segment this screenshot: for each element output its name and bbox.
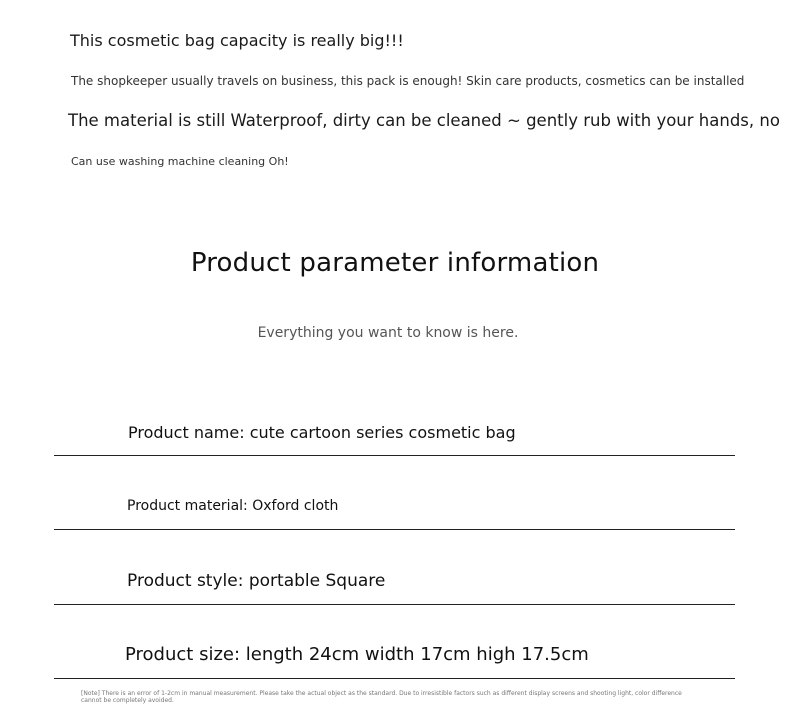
section-title: Product parameter information xyxy=(190,248,600,278)
intro-text-washing: Can use washing machine cleaning Oh! xyxy=(71,155,289,168)
param-name-text: Product name: cute cartoon series cosmetic bag xyxy=(128,423,516,442)
param-row-name xyxy=(54,400,735,456)
param-material-text: Product material: Oxford cloth xyxy=(127,498,339,514)
section-subtitle: Everything you want to know is here. xyxy=(257,325,519,341)
param-size-text: Product size: length 24cm width 17cm high 17.5cm xyxy=(125,644,589,665)
measurement-note: [Note] There is an error of 1-2cm in manual measurement. Please take the actual object as the standard. Due to irresistible factors such as different display screens and shooting light, color difference cannot be completely avoided. xyxy=(81,690,682,704)
intro-text-travel: The shopkeeper usually travels on business, this pack is enough! Skin care products, cosmetics can be installed xyxy=(71,74,745,88)
intro-text-waterproof: The material is still Waterproof, dirty can be cleaned ~ gently rub with your hands, no xyxy=(68,111,780,130)
param-row-material xyxy=(54,476,735,530)
param-row-size xyxy=(54,624,735,679)
intro-text-capacity: This cosmetic bag capacity is really big!!! xyxy=(70,31,404,50)
param-style-text: Product style: portable Square xyxy=(127,571,386,591)
param-row-style xyxy=(54,550,735,605)
